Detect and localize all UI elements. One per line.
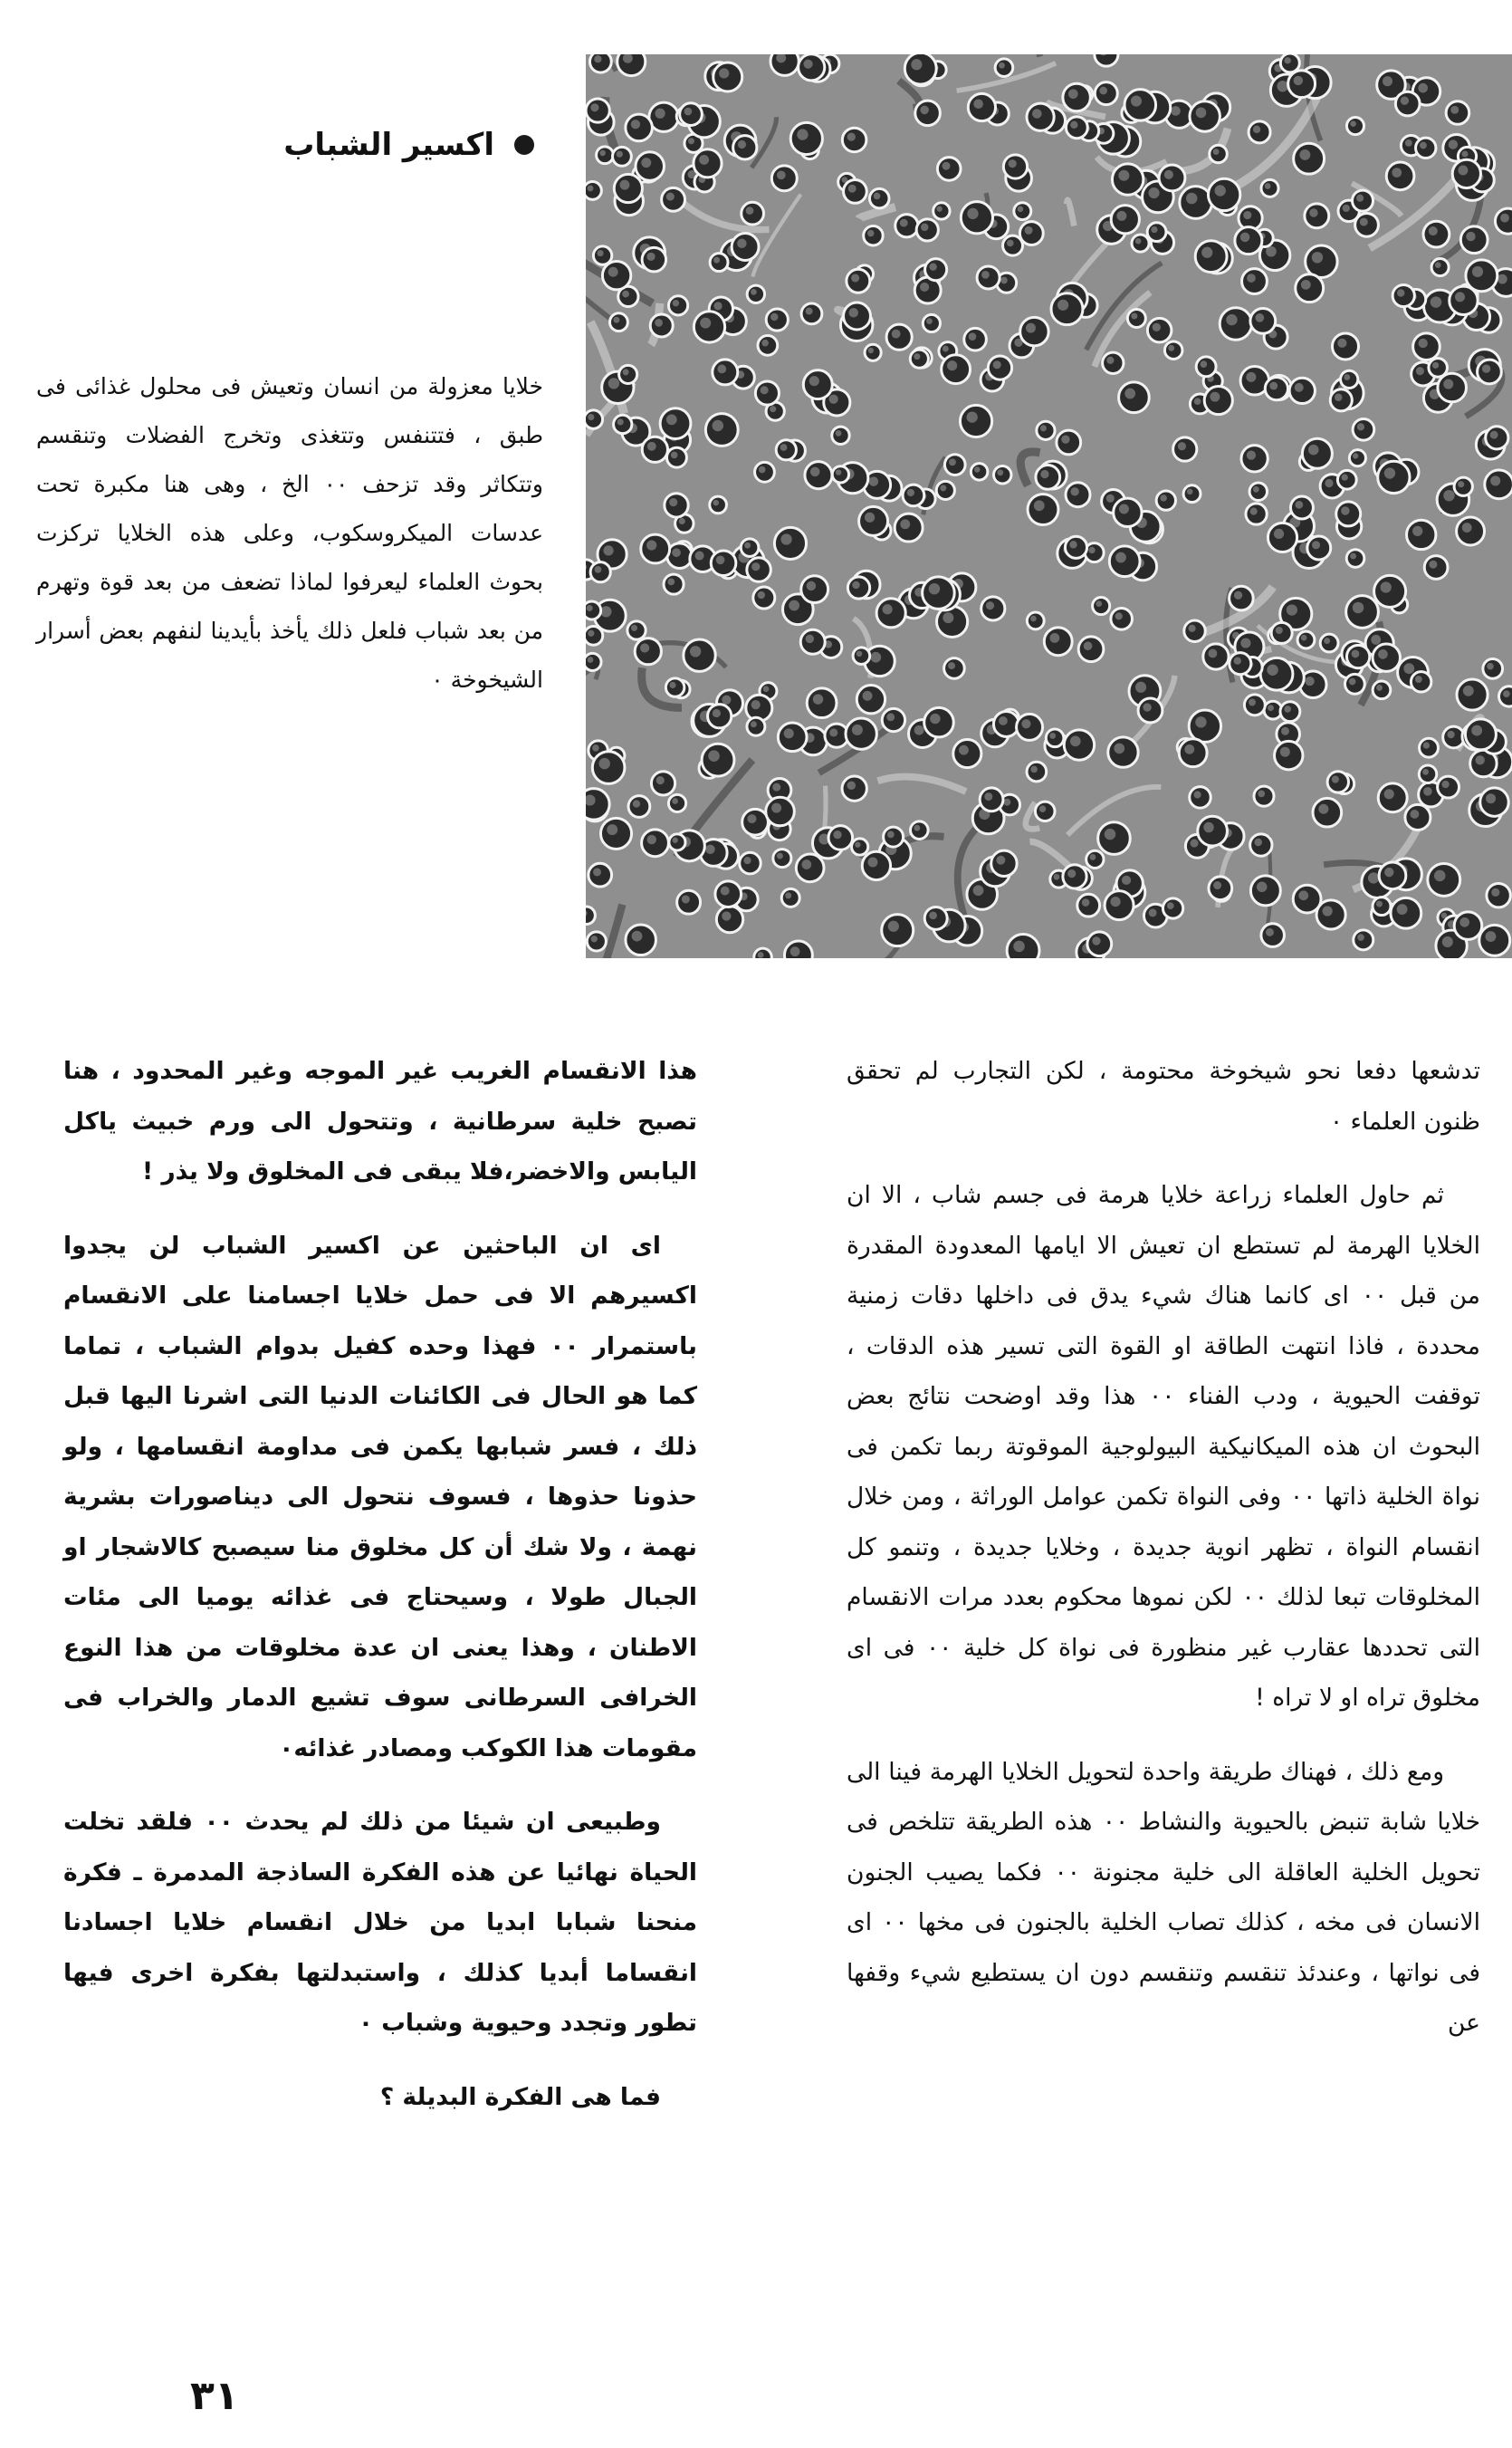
left-paragraph-2: اى ان الباحثين عن اكسير الشباب لن يجدوا اكسيرهم الا فى حمل خلايا اجسامنا على الانقسام باستمرار ٠٠ فهذا وحده كفيل بدوام الشباب ، تماما كما هو الحال فى الكائنات الدنيا التى اشرنا اليها قبل ذلك ، فسر شبابها يكمن فى مداومة انقسامها ، ولو حذونا حذوها ، فسوف نتحول الى ديناصورات بشرية نهمة ، ولا شك أن كل مخلوق منا سيصبح كالاشجار او الجبال طولا ، وسيحتاج فى غذائه يوميا الى مئات الاطنان ، وهذا يعنى ان عدة مخلوقات من هذا النوع الخرافى السرطانى سوف تشيع الدمار والخراب فى مقومات هذا الكوكب ومصادر غذائه٠ bbox=[63, 1231, 697, 1762]
cells-image-icon bbox=[586, 54, 1512, 958]
caption-heading bbox=[36, 127, 543, 163]
caption-text: خلايا معزولة من انسان وتعيش فى محلول غذائى فى طبق ، فتتنفس وتتغذى وتخرج الفضلات وتنقسم وتتكاثر وقد تزحف ٠٠ الخ ، وهى هنا مكبرة تحت عدسات الميكروسكوب، وعلى هذه الخلايا تركزت بحوث العلماء ليعرفوا لماذا تضعف من بعد قوة وتهرم من بعد شباب فلعل ذلك يأخذ بأيدينا لنفهم بعض أسرار الشيخوخة ٠ bbox=[36, 373, 543, 693]
page-number: ٣١ bbox=[190, 2373, 239, 2419]
caption-text-block bbox=[36, 362, 543, 705]
right-paragraph-1: تدشعها دفعا نحو شيخوخة محتومة ، لكن التجارب لم تحقق ظنون العلماء ٠ bbox=[847, 1057, 1480, 1136]
bullet-icon bbox=[514, 135, 534, 155]
left-paragraph-3: وطبيعى ان شيئا من ذلك لم يحدث ٠٠ فلقد تخلت الحياة نهائيا عن هذه الفكرة الساذجة المدمرة ـ فكرة منحنا شبابا ابديا من خلال انقسام خلايا اجسادنا انقساما أبديا كذلك ، واستبدلتها بفكرة اخرى فيها تطور وتجدد وحيوية وشباب ٠ bbox=[63, 1808, 697, 2037]
right-paragraph-2: ثم حاول العلماء زراعة خلايا هرمة فى جسم شاب ، الا ان الخلايا الهرمة لم تستطع ان تعيش الا ايامها المعدودة المقدرة من قبل ٠٠ اى كانما هناك شيء يدق فى داخلها دقات زمنية محددة ، فاذا انتهت الطاقة او القوة التى تسير هذه الدقات ، توقفت الحيوية ، ودب الفناء ٠٠ هذا وقد اوضحت نتائج بعض البحوث ان هذه الميكانيكية البيولوجية الموقوتة ربما تكمن فى نواة الخلية ذاتها ٠٠ وفى النواة تكمن عوامل الوراثة ، ومن خلال انقسام النواة ، تظهر انوية جديدة ، وخلايا جديدة ، وتنمو كل المخلوقات تبعا لذلك ٠٠ لكن نموها محكوم بعدد مرات الانقسام التى تحددها عقارب غير منظورة فى نواة كل خلية ٠٠ فى اى مخلوق تراه او لا تراه ! bbox=[847, 1181, 1480, 1712]
left-paragraph-4: فما هى الفكرة البديلة ؟ bbox=[379, 2082, 661, 2111]
left-column bbox=[63, 1046, 697, 2146]
caption-heading-text: اكسير الشباب bbox=[283, 127, 494, 163]
caption-block bbox=[36, 127, 543, 705]
right-column bbox=[847, 1046, 1480, 2072]
left-paragraph-1: هذا الانقسام الغريب غير الموجه وغير المحدود ، هنا تصبح خلية سرطانية ، وتتحول الى ورم خبيث ياكل اليابس والاخضر،فلا يبقى فى المخلوق ولا يذر ! bbox=[63, 1057, 697, 1186]
right-paragraph-3: ومع ذلك ، فهناك طريقة واحدة لتحويل الخلايا الهرمة فينا الى خلايا شابة تنبض بالحيوية والنشاط ٠٠ هذه الطريقة تتلخص فى تحويل الخلية العاقلة الى خلية مجنونة ٠٠ فكما يصيب الجنون الانسان فى مخه ، كذلك تصاب الخلية بالجنون فى مخها ٠٠ اى فى نواتها ، وعندئذ تنقسم وتنقسم دون ان يستطيع شيء وقفها عن bbox=[847, 1757, 1480, 2037]
microscope-cells-photo bbox=[586, 54, 1512, 958]
